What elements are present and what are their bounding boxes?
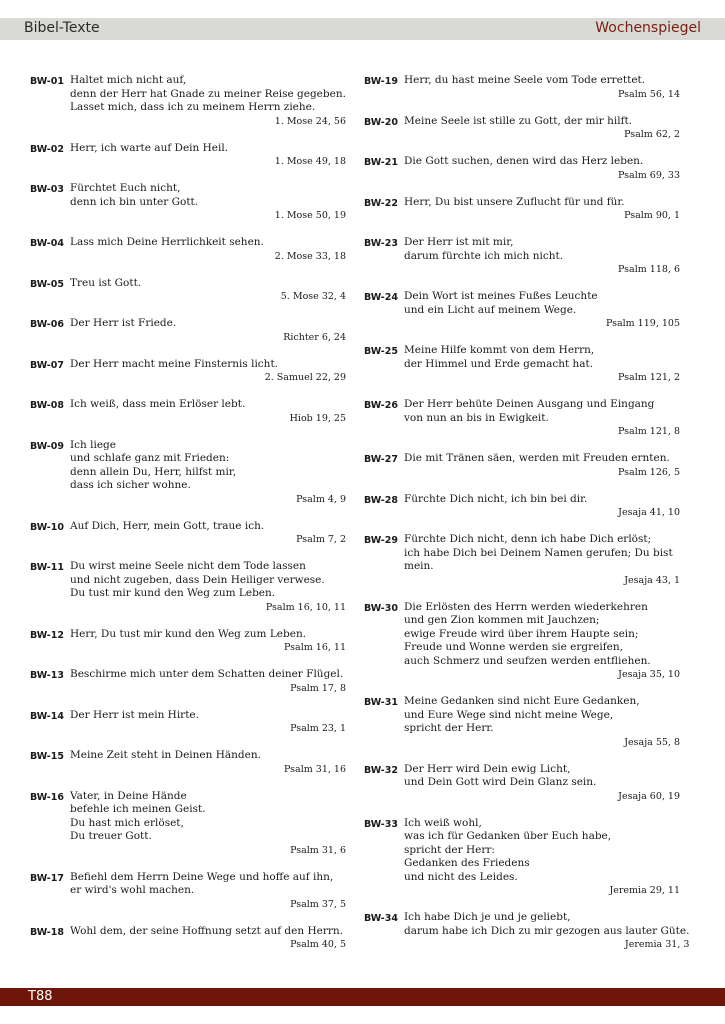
verse-reference: Psalm 4, 9 <box>296 493 346 505</box>
verse-line: Du wirst meine Seele nicht dem Tode lassen <box>70 560 306 572</box>
verse-line: denn ich bin unter Gott. <box>70 195 199 208</box>
verse-line: und gen Zion kommen mit Jauchzen; <box>404 614 600 626</box>
verse-body <box>70 709 346 736</box>
verse-entry <box>364 74 680 101</box>
verse-code: BW-34 <box>364 913 398 924</box>
verse-body <box>70 628 346 655</box>
verse-code: BW-09 <box>30 440 64 452</box>
verse-reference: Psalm 40, 5 <box>290 939 346 950</box>
verse-reference: Jesaja 55, 8 <box>624 736 680 748</box>
verse-body <box>70 668 346 695</box>
verse-entry <box>364 155 680 182</box>
verse-entry <box>364 398 680 438</box>
verse-line: denn der Herr hat Gnade zu meiner Reise gegeben. <box>70 87 346 100</box>
verse-body <box>404 196 680 223</box>
verse-code: BW-28 <box>364 494 398 506</box>
verse-code: BW-04 <box>30 238 64 249</box>
verse-code: BW-30 <box>364 602 398 614</box>
verse-body <box>70 317 346 344</box>
verse-line: und Dein Gott wird Dein Glanz sein. <box>404 776 597 788</box>
verse-code: BW-27 <box>364 454 398 465</box>
verse-code: BW-03 <box>30 184 64 195</box>
verse-body <box>404 695 680 749</box>
verse-code: BW-16 <box>30 791 64 803</box>
verse-body <box>70 925 346 952</box>
verse-entry <box>30 520 346 547</box>
verse-entry <box>364 236 680 276</box>
verse-line: Die Erlösten des Herrn werden wiederkehren <box>404 600 648 613</box>
verse-body <box>404 115 680 142</box>
verse-code: BW-25 <box>364 346 398 357</box>
verse-body <box>70 560 346 614</box>
verse-code: BW-10 <box>30 521 64 533</box>
verse-body <box>70 236 346 263</box>
verse-entry <box>364 290 680 330</box>
verse-line: Meine Zeit steht in Deinen Händen. <box>70 749 261 761</box>
verse-body <box>70 277 346 304</box>
verse-body <box>404 155 680 182</box>
verse-reference: Psalm 121, 2 <box>618 372 680 383</box>
verse-line: Du tust mir kund den Weg zum Leben. <box>70 587 276 599</box>
verse-body <box>404 493 680 520</box>
verse-entry <box>30 439 346 506</box>
verse-code: BW-26 <box>364 400 398 411</box>
verse-line: Herr, Du bist unsere Zuflucht für und für. <box>404 195 625 208</box>
verse-code: BW-23 <box>364 238 398 249</box>
verse-line: Meine Gedanken sind nicht Eure Gedanken, <box>404 695 640 707</box>
verse-entry <box>30 925 346 952</box>
verse-reference: 1. Mose 50, 19 <box>274 210 346 221</box>
verse-body <box>404 763 680 803</box>
verse-reference: 1. Mose 24, 56 <box>274 115 346 127</box>
verse-reference: Psalm 118, 6 <box>618 264 680 275</box>
verse-entry <box>364 196 680 223</box>
verse-entry <box>364 452 680 479</box>
verse-line: Gedanken des Friedens <box>404 857 530 869</box>
verse-reference: Jesaja 35, 10 <box>618 669 680 680</box>
verse-line: Freude und Wonne werden sie ergreifen, <box>404 641 623 653</box>
verse-line: Die mit Tränen säen, werden mit Freuden ernten. <box>404 452 670 464</box>
verse-body <box>70 749 346 776</box>
verse-body <box>404 290 680 330</box>
verse-line: Der Herr macht meine Finsternis licht. <box>70 357 279 370</box>
verse-line: mein. <box>404 560 434 572</box>
verse-code: BW-24 <box>364 292 398 303</box>
verse-line: Fürchte Dich nicht, denn ich habe Dich erlöst; <box>404 533 652 545</box>
verse-code: BW-18 <box>30 926 64 938</box>
verse-reference: Psalm 31, 6 <box>290 844 346 856</box>
verse-line: befehle ich meinen Geist. <box>70 803 206 815</box>
verse-body <box>70 182 346 222</box>
verse-entry <box>364 115 680 142</box>
verse-line: Lasset mich, dass ich zu meinem Herrn ziehe. <box>70 101 316 113</box>
verse-line: auch Schmerz und seufzen werden entfliehen. <box>404 654 651 667</box>
verse-line: von nun an bis in Ewigkeit. <box>404 411 549 424</box>
verse-line: Meine Hilfe kommt von dem Herrn, <box>404 344 595 356</box>
page-footer <box>0 988 725 1006</box>
header-title: Bibel-Texte <box>24 20 100 36</box>
verse-body <box>404 236 680 276</box>
verse-line: Die Gott suchen, denen wird das Herz leben. <box>404 155 644 167</box>
verse-line: Der Herr ist mit mir, <box>404 236 514 248</box>
verse-body <box>404 911 689 951</box>
verse-line: und schlafe ganz mit Frieden: <box>70 452 230 464</box>
verse-code: BW-13 <box>30 670 64 681</box>
verse-body <box>404 344 680 384</box>
verse-reference: Psalm 16, 11 <box>284 642 346 653</box>
verse-code: BW-17 <box>30 872 64 884</box>
verse-code: BW-05 <box>30 278 64 290</box>
verse-entry <box>364 695 680 749</box>
verse-line: Der Herr ist Friede. <box>70 317 177 329</box>
right-column <box>364 74 690 965</box>
verse-entry <box>364 533 680 587</box>
verse-line: Der Herr ist mein Hirte. <box>70 708 199 721</box>
verse-line: Ich weiß wohl, <box>404 816 482 829</box>
verse-entry <box>364 493 680 520</box>
verse-body <box>70 871 346 911</box>
verse-reference: 5. Mose 32, 4 <box>280 291 346 302</box>
verse-code: BW-31 <box>364 697 398 708</box>
verse-entry <box>364 817 680 898</box>
verse-line: und nicht zugeben, dass Dein Heiliger verwese. <box>70 573 325 586</box>
verse-entry <box>30 74 346 128</box>
verse-reference: Psalm 56, 14 <box>618 88 680 100</box>
verse-entry <box>30 398 346 425</box>
verse-code: BW-20 <box>364 116 398 128</box>
verse-line: Fürchte Dich nicht, ich bin bei dir. <box>404 492 588 505</box>
verse-line: Herr, ich warte auf Dein Heil. <box>70 141 229 154</box>
verse-code: BW-32 <box>364 764 398 776</box>
verse-line: Meine Seele ist stille zu Gott, der mir hilft. <box>404 114 633 127</box>
verse-code: BW-08 <box>30 400 64 411</box>
verse-line: Dein Wort ist meines Fußes Leuchte <box>404 290 598 302</box>
verse-entry <box>30 560 346 614</box>
verse-line: Der Herr wird Dein ewig Licht, <box>404 762 571 775</box>
verse-line: Auf Dich, Herr, mein Gott, traue ich. <box>70 519 265 532</box>
verse-code: BW-15 <box>30 751 64 762</box>
verse-line: Du treuer Gott. <box>70 830 152 842</box>
verse-line: Der Herr behüte Deinen Ausgang und Eingang <box>404 398 655 410</box>
left-column <box>30 74 346 965</box>
verse-entry <box>30 277 346 304</box>
verse-reference: 1. Mose 49, 18 <box>274 156 346 167</box>
verse-line: der Himmel und Erde gemacht hat. <box>404 357 594 370</box>
verse-line: Befiehl dem Herrn Deine Wege und hoffe auf ihn, <box>70 870 334 883</box>
verse-body <box>404 601 680 682</box>
verse-body <box>404 452 680 479</box>
verse-line: und nicht des Leides. <box>404 870 518 883</box>
verse-entry <box>364 601 680 682</box>
verse-reference: 2. Mose 33, 18 <box>274 250 346 262</box>
verse-code: BW-11 <box>30 562 64 573</box>
verse-body <box>70 398 346 425</box>
verse-body <box>404 398 680 438</box>
verse-reference: Psalm 90, 1 <box>624 210 680 221</box>
verse-body <box>70 439 346 506</box>
verse-line: denn allein Du, Herr, hilfst mir, <box>70 465 237 478</box>
verse-entry <box>30 790 346 857</box>
verse-line: Ich weiß, dass mein Erlöser lebt. <box>70 398 246 410</box>
verse-reference: Jeremia 29, 11 <box>609 885 680 896</box>
verse-line: darum habe ich Dich zu mir gezogen aus lauter Güte. <box>404 924 690 937</box>
verse-reference: Jesaja 41, 10 <box>618 507 680 518</box>
verse-line: Haltet mich nicht auf, <box>70 74 187 86</box>
verse-line: spricht der Herr: <box>404 843 495 856</box>
verse-code: BW-29 <box>364 535 398 546</box>
verse-reference: Psalm 126, 5 <box>618 466 680 478</box>
verse-reference: Psalm 31, 16 <box>284 763 346 775</box>
verse-line: ich habe Dich bei Deinem Namen gerufen; Du bist <box>404 546 673 559</box>
header-section: Wochenspiegel <box>595 20 701 36</box>
verse-code: BW-02 <box>30 143 64 155</box>
verse-reference: Psalm 69, 33 <box>618 169 680 181</box>
verse-line: darum fürchte ich mich nicht. <box>404 249 564 262</box>
verse-line: und ein Licht auf meinem Wege. <box>404 303 577 316</box>
page-number: T88 <box>28 989 53 1004</box>
verse-reference: Psalm 37, 5 <box>290 898 346 910</box>
verse-line: und Eure Wege sind nicht meine Wege, <box>404 708 614 721</box>
verse-reference: Psalm 17, 8 <box>290 682 346 694</box>
verse-reference: Psalm 7, 2 <box>296 534 346 545</box>
verse-entry <box>30 317 346 344</box>
verse-body <box>70 142 346 169</box>
verse-line: Herr, Du tust mir kund den Weg zum Leben. <box>70 627 307 640</box>
verse-body <box>70 358 346 385</box>
verse-line: Ich liege <box>70 438 116 451</box>
verse-body <box>404 533 680 587</box>
verse-reference: Psalm 23, 1 <box>290 723 346 734</box>
verse-body <box>404 817 680 898</box>
verse-entry <box>30 236 346 263</box>
verse-code: BW-22 <box>364 197 398 209</box>
verse-code: BW-21 <box>364 157 398 168</box>
verse-entry <box>30 871 346 911</box>
verse-line: ewige Freude wird über ihrem Haupte sein; <box>404 627 639 640</box>
verse-reference: Richter 6, 24 <box>283 331 346 343</box>
verse-reference: Psalm 62, 2 <box>624 129 680 140</box>
verse-entry <box>30 628 346 655</box>
verse-entry <box>364 911 690 951</box>
verse-line: Treu ist Gott. <box>70 276 142 289</box>
verse-code: BW-06 <box>30 319 64 330</box>
verse-reference: 2. Samuel 22, 29 <box>264 372 346 383</box>
verse-line: Beschirme mich unter dem Schatten deiner Flügel. <box>70 668 344 680</box>
verse-reference: Psalm 16, 10, 11 <box>265 601 346 613</box>
verse-entry <box>364 763 680 803</box>
verse-code: BW-19 <box>364 76 398 87</box>
verse-code: BW-01 <box>30 76 64 87</box>
verse-body <box>70 74 346 128</box>
verse-line: was ich für Gedanken über Euch habe, <box>404 830 612 842</box>
verse-line: Vater, in Deine Hände <box>70 789 187 802</box>
verse-code: BW-33 <box>364 818 398 830</box>
verse-entry <box>30 182 346 222</box>
verse-reference: Jesaja 43, 1 <box>624 574 680 586</box>
verse-code: BW-14 <box>30 710 64 722</box>
verse-reference: Jesaja 60, 19 <box>618 790 680 802</box>
verse-entry <box>30 358 346 385</box>
verse-entry <box>30 142 346 169</box>
verse-line: Fürchtet Euch nicht, <box>70 182 181 194</box>
verse-reference: Psalm 119, 105 <box>605 318 680 329</box>
verse-body <box>404 74 680 101</box>
verse-code: BW-12 <box>30 629 64 641</box>
verse-line: Du hast mich erlöset, <box>70 816 184 829</box>
verse-line: spricht der Herr. <box>404 722 494 734</box>
verse-entry <box>30 749 346 776</box>
verse-line: er wird's wohl machen. <box>70 884 195 896</box>
verse-entry <box>30 668 346 695</box>
verse-line: Herr, du hast meine Seele vom Tode errettet. <box>404 74 646 86</box>
verse-code: BW-07 <box>30 359 64 371</box>
verse-line: Wohl dem, der seine Hoffnung setzt auf den Herrn. <box>70 924 343 937</box>
verse-reference: Hiob 19, 25 <box>289 412 346 424</box>
verse-reference: Jeremia 31, 3 <box>624 939 690 950</box>
verse-body <box>70 520 346 547</box>
page-header <box>0 18 725 40</box>
verse-entry <box>30 709 346 736</box>
verse-line: Ich habe Dich je und je geliebt, <box>404 911 571 923</box>
verse-line: dass ich sicher wohne. <box>70 479 191 491</box>
verse-line: Lass mich Deine Herrlichkeit sehen. <box>70 236 264 248</box>
verse-body <box>70 790 346 857</box>
verse-entry <box>364 344 680 384</box>
verse-reference: Psalm 121, 8 <box>618 426 680 437</box>
